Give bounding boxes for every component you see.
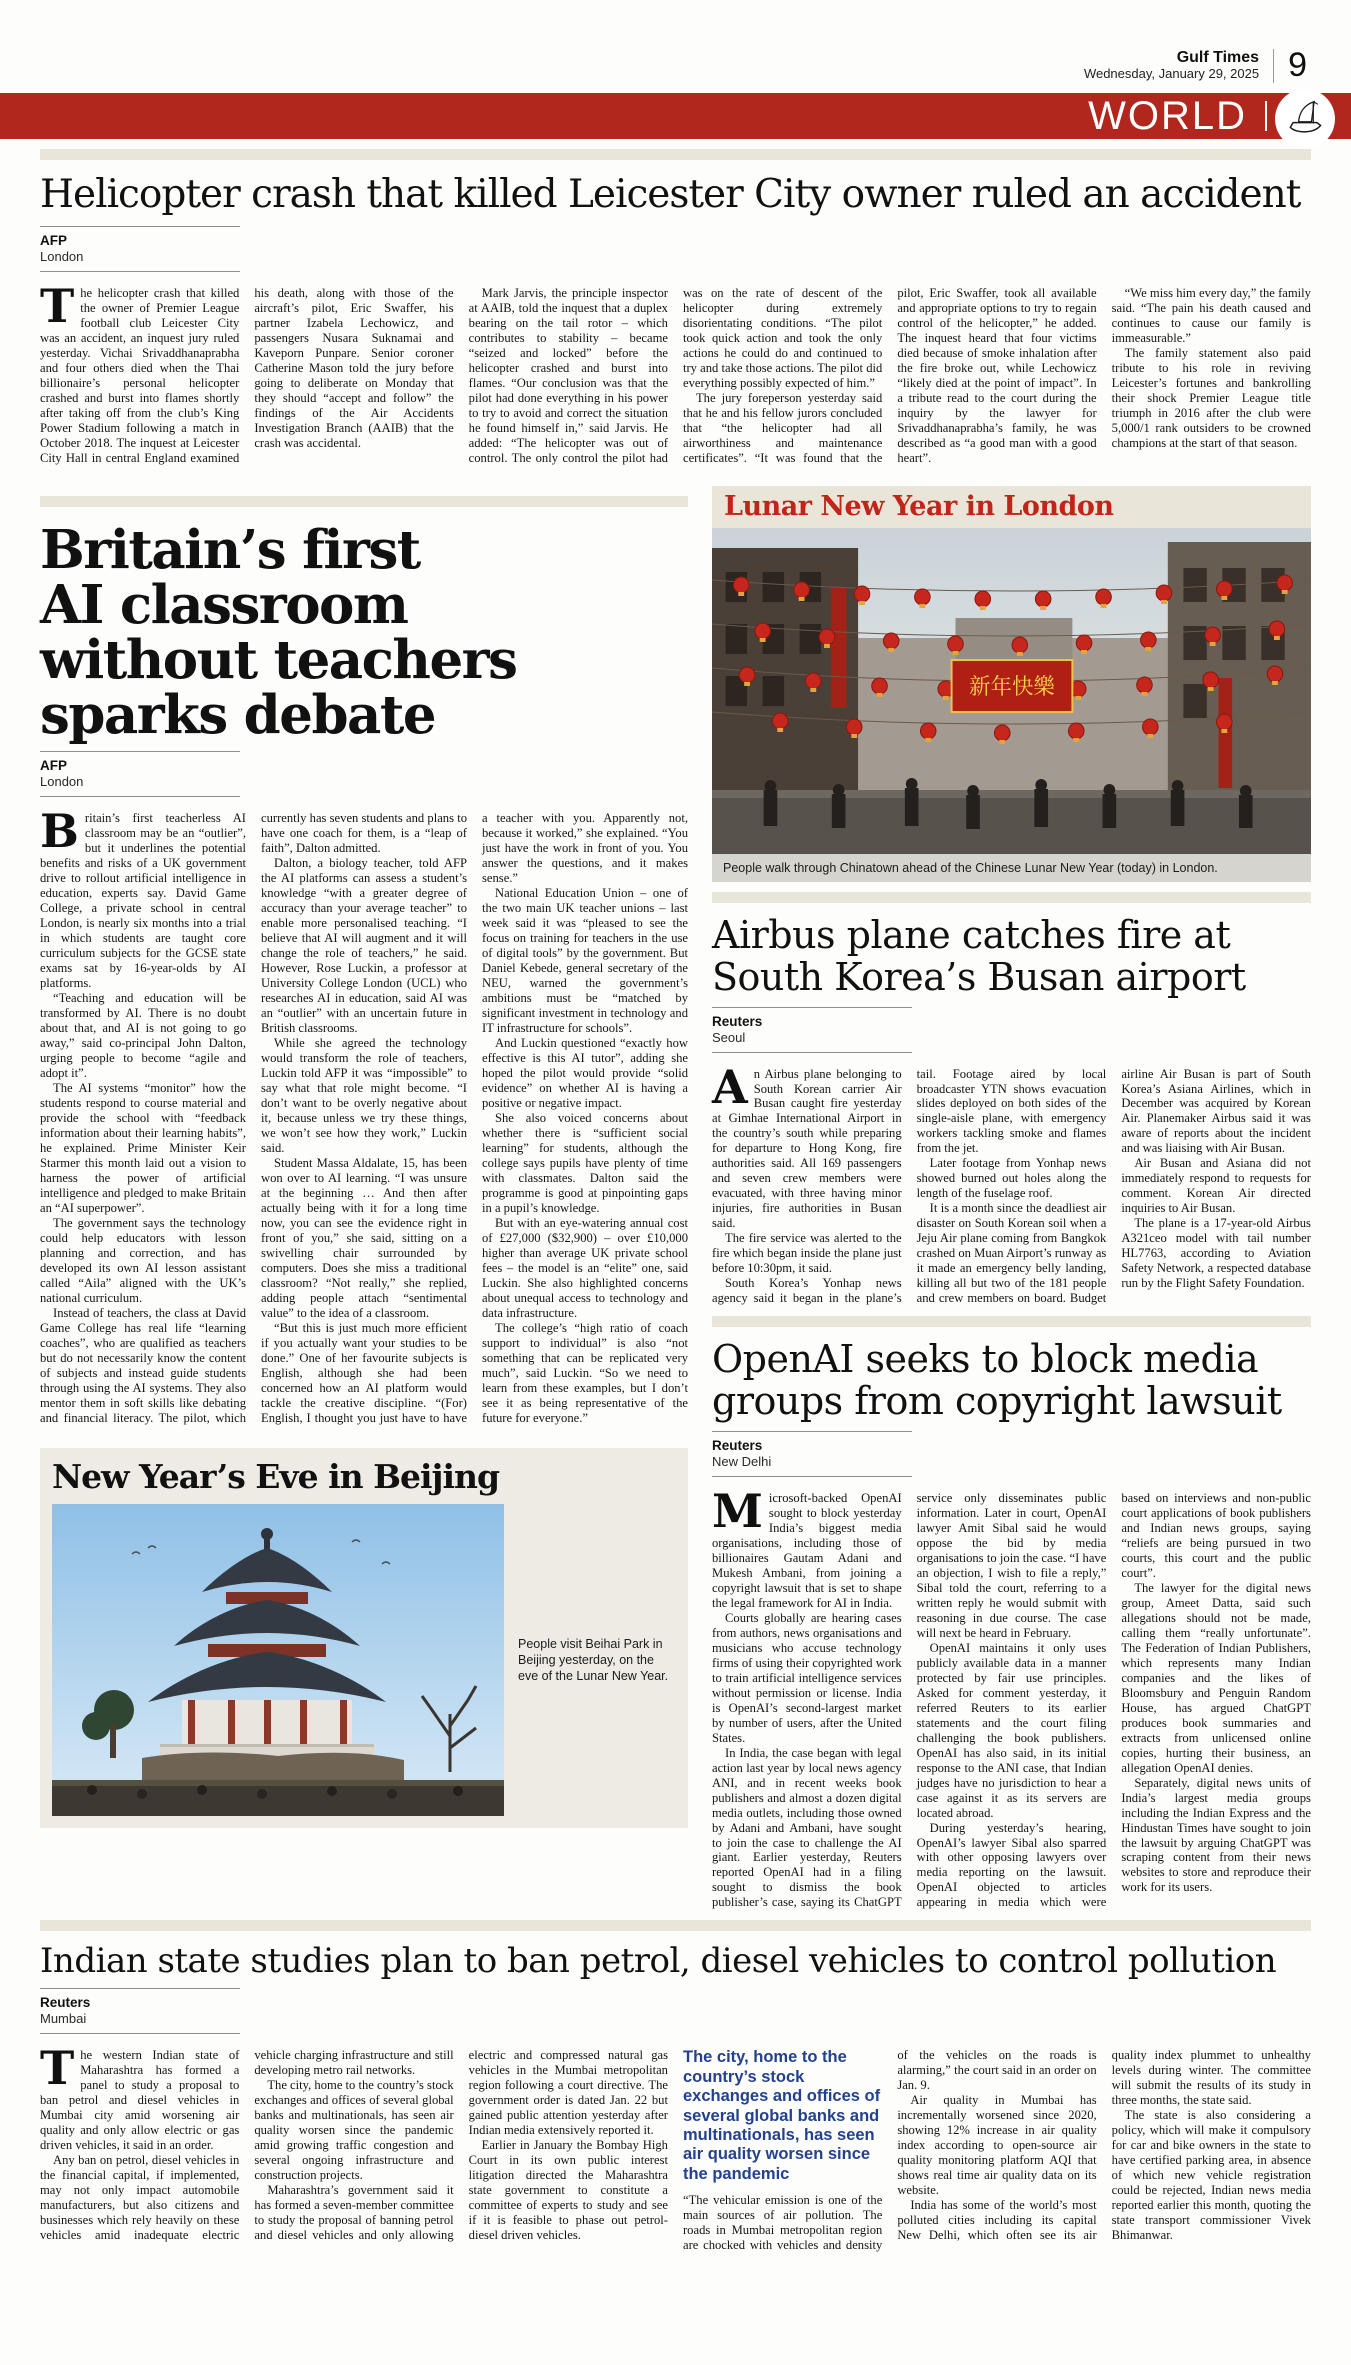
paragraph: The family statement also paid tribute to his role in reviving Leicester’s fortunes and bankrolling their shock Premier League title triumph in 2016 after the club were 5,000/1 rank outsiders to be crowned champions at the start of that season. xyxy=(1111,346,1311,450)
byline-agency: Reuters xyxy=(712,1013,763,1029)
article-body xyxy=(712,1483,1311,1911)
section-rule xyxy=(712,1316,1311,1327)
headline-line: without teachers xyxy=(40,629,517,692)
paragraph: Maharashtra’s government said it has formed a seven-member committee to study the proposal of banning petrol and diesel vehicles and only allowing electric and compressed natural gas vehicles in the Mumbai metropolitan region following a court directive. The government order is dated Jan. 22 but gained public attention yesterday after Indian media extensively reported it. xyxy=(254,2048,668,2242)
section-title: WORLD xyxy=(1088,94,1247,138)
article-ai-classroom xyxy=(40,496,688,1426)
article-body xyxy=(40,279,1311,466)
paragraph: The state is also considering a policy, which will make it compulsory for car and bike owners in the state to have certified parking area, in absence of which new vehicle registration could be rejected, Indian news media reported earlier this month, quoting the state transport commissioner Vivek Bhimanwar. xyxy=(1111,2108,1311,2242)
page-number: 9 xyxy=(1288,46,1307,84)
paragraph: Air quality in Mumbai has incrementally worsened since 2020, showing 12% increase in air quality index according to open-source air quality monitoring platform AQI that shows real time air quality data on its website. xyxy=(897,2093,1097,2197)
article-openai-lawsuit xyxy=(712,1316,1311,1910)
page-content xyxy=(0,149,1351,2253)
paragraph: Student Massa Aldalate, 15, has been won over to AI learning. “I was unsure at the beginning … And then after actually being with it for a long time now, you can see the evidence right in front of you,” she said, sitting on a swivelling chair surrounded by computers. Does she miss a traditional classroom? “Not really,” she replied, adding people attach “sentimental value” to the idea of a classroom. xyxy=(261,1156,467,1320)
paragraph: “But this is just much more efficient if you actually want your studies to be done.” One of her favourite subjects is English, although she had been concerned how an AI platform would tackle the creative discipline. “(For) English, I thought you just have to have a teacher with you. Apparently not, because it worked,” she explained. “You just have the work in front of you. You answer the questions, and it makes sense.” xyxy=(261,811,688,1425)
byline-location: London xyxy=(40,774,84,790)
lunar-sign-text: 新年快樂 xyxy=(969,674,1055,701)
paragraph: Air Busan and Asiana did not immediately respond to requests for comment. Korean Air directed inquiries to Air Busan. xyxy=(1121,1156,1311,1216)
paragraph: And Luckin questioned “exactly how effective is this AI tutor”, adding she hoped the pilot would provide “solid evidence” on whether AI is having a positive or negative impact. xyxy=(482,1036,688,1111)
byline-india xyxy=(40,1988,240,2034)
paragraph: Britain’s first teacherless AI classroom may be an “outlier”, but it underlines the potential benefits and risks of a UK government drive to rollout artificial intelligence in education, experts say. David Game College, a private school in central London, is nearly six months into a trial in which students are taught core curriculum subjects for the GCSE state exams sat by 16-year-olds by AI platforms. xyxy=(40,804,246,991)
middle-zone xyxy=(40,486,1311,1911)
headline-ai-classroom xyxy=(40,518,688,747)
headline-helicopter: Helicopter crash that killed Leicester City owner ruled an accident xyxy=(40,172,1301,217)
paragraph: An Airbus plane belonging to South Korean carrier Air Busan caught fire yesterday at Gimhae International Airport in the country’s south while preparing for departure to Hong Kong, fire authorities said. All 169 passengers and seven crew members were evacuated, with three having minor injuries, fire authorities in Busan said. xyxy=(712,1059,902,1231)
paragraph: “The vehicular emission is one of the main sources of air pollution. The roads in Mumbai metropolitan region are chocked with vehicles and density of the vehicles on the roads is alarming,” the court said in an order on Jan. 9. xyxy=(682,2048,1097,2253)
byline-openai xyxy=(712,1431,912,1477)
paragraph: It is a month since the deadliest air disaster on South Korean soil when a Jeju Air plane coming from Bangkok crashed on Muan Airport’s runway as it made an emergency belly landing, killing all but two of the 181 people and crew members on board. Budget airline Air Busan is part of South Korea’s Asiana Airlines, which in December was acquired by Korean Air. Planemaker Airbus said it was aware of reports about the incident and was liaising with Air Busan. xyxy=(916,1066,1311,1306)
headline-line: Britain’s first xyxy=(40,518,420,581)
lunar-feature-title: Lunar New Year in London xyxy=(724,490,1114,522)
byline-agency: AFP xyxy=(40,233,67,249)
byline-ai xyxy=(40,751,240,797)
beijing-feature-title: New Year’s Eve in Beijing xyxy=(52,1456,500,1496)
paragraph: The plane is a 17-year-old Airbus A321ceo model with tail number HL7763, according to Aviation Safety Network, a respected database run by the Flight Safety Foundation. xyxy=(1121,1216,1311,1291)
paragraph: The helicopter crash that killed the owner of Premier League football club Leicester City was an accident, an inquest jury ruled yesterday. Vichai Srivaddhanaprabha and four others died when the Thai billionaire’s personal helicopter crashed and burst into flames shortly after taking off from the club’s King Power Stadium following a match in October 2018. The inquest at Leicester City Hall in central England examined his death, along with those of the aircraft’s pilot, Eric Swaffer, his partner Izabela Lechowicz, and passengers Nusara Suknamai and Kaveporn Punpare. Senior coroner Catherine Mason told the jury before going to deliberate on Monday that they should “accept and follow” the findings of the Air Accidents Investigation Branch (AAIB) that the crash was accidental. xyxy=(40,279,454,465)
paragraph: She also voiced concerns about whether there is “sufficient social learning” for students, although the college says pupils have plenty of time with classmates. Dalton said the programme is good at pinpointing gaps in a pupil’s knowledge. xyxy=(482,1111,688,1215)
paragraph: The jury foreperson yesterday said that he and his fellow jurors concluded that “the helicopter had all airworthiness and maintenance certificates”. “It was found that the pilot, Eric Swaffer, took all available and appropriate options to try to regain control of the helicopter,” he added. The inquest heard that four victims died because of smoke inhalation after the fire broke out, while Lechowicz “likely died at the point of impact”. In a tribute read to the court during the inquiry by the lawyer for Srivaddhanaprabha’s family, he was described as “a good man with a good heart”. xyxy=(682,286,1097,465)
byline-airbus xyxy=(712,1007,912,1053)
byline-location: London xyxy=(40,249,84,265)
left-column xyxy=(40,486,688,1911)
article-body xyxy=(712,1059,1311,1307)
headline-line: sparks debate xyxy=(40,684,436,747)
paragraph: National Education Union – one of the two main UK teacher unions – last week said it was “pleased to see the focus on training for teachers in the use of digital tools” by the government. But Daniel Kebede, general secretary of the NEU, warned the government’s ambitions must be “matched by significant investment in technology and IT infrastructure for schools”. xyxy=(482,886,688,1036)
paper-date: Wednesday, January 29, 2025 xyxy=(1083,66,1260,82)
article-body xyxy=(40,2041,1311,2253)
photo-feature-lunar-london xyxy=(712,486,1311,882)
section-rule xyxy=(712,892,1311,903)
header-divider xyxy=(1273,49,1274,83)
article-helicopter-crash xyxy=(40,149,1311,466)
paragraph: South Korea’s Yonhap news agency said it began in the plane’s tail. Footage aired by local broadcaster YTN shows evacuation slides deployed on both sides of the single-aisle plane, with emergency workers tackling smoke and flames from the jet. xyxy=(712,1066,1107,1306)
pull-quote: The city, home to the country’s stock exchanges and offices of several global banks and multinationals, has seen air quality worsen since the pandemic xyxy=(682,2048,881,2183)
headline-line: groups from copyright lawsuit xyxy=(712,1379,1282,1424)
section-rule xyxy=(40,496,688,507)
paragraph: In India, the case began with legal action last year by local news agency ANI, and in recent weeks book publishers and almost a dozen digital media outlets, including those owned by Adani and Ambani, have sought to join the case to challenge the AI giant. Earlier yesterday, Reuters reported OpenAI had in a filing sought to dismiss the book publisher’s case, saying its ChatGPT service only disseminates public information. Later in court, OpenAI lawyer Amit Sibal said he would oppose the bid by media organisations to join the case. “I have an objection, I wish to file a reply,” Sibal told the court, referring to a written reply he would submit with reasoning in due course. The case will next be heard in February. xyxy=(712,1490,1107,1910)
paragraph: The western Indian state of Maharashtra has formed a panel to study a proposal to ban petrol and diesel vehicles in Mumbai city amid worsening air quality and only allow electric or gas driven vehicles, it said in an order. xyxy=(40,2041,240,2153)
paragraph: The government says the technology could help educators with lesson planning and correction, and has developed its own AI lesson assistant called “Aila” aligned with the UK’s national curriculum. xyxy=(40,1215,246,1305)
paragraph: OpenAI maintains it only uses publicly available data in a manner protected by fair use principles. Asked for comment yesterday, it referred Reuters to its earlier statements and the court filing challenging the book publishers. OpenAI has also said, in its initial response to the ANI case, that Indian judges have no jurisdiction to hear a case against it as its servers are located abroad. xyxy=(916,1640,1107,1820)
headline-line: Airbus plane catches fire at xyxy=(712,912,1231,957)
section-rule xyxy=(40,149,1311,160)
headline-india: Indian state studies plan to ban petrol, diesel vehicles to control pollution xyxy=(40,1941,1277,1982)
paragraph: While she agreed the technology would transform the role of teachers, Luckin told AFP it was “impossible” to say what that role might become. “I don’t want to be overly negative about it, because unless we try these things, we won’t see how they work,” Luckin said. xyxy=(261,1036,467,1156)
byline-agency: Reuters xyxy=(712,1437,763,1453)
paper-meta xyxy=(1084,49,1259,82)
paragraph: During yesterday’s hearing, OpenAI’s lawyer Sibal also sparred with other opposing lawyers over media reporting on the lawsuit. OpenAI objected to articles appearing in media which were based on interviews and non-public court applications of book publishers and Indian news groups, saying “reliefs are being pursued in two courts, this court and the public court”. xyxy=(916,1490,1311,1910)
byline-agency: AFP xyxy=(40,758,67,774)
headline-airbus xyxy=(712,912,1311,999)
byline-location: Mumbai xyxy=(40,2011,87,2027)
beijing-park-photo xyxy=(52,1504,504,1816)
article-body xyxy=(40,804,688,1425)
photo-feature-beijing xyxy=(40,1448,688,1829)
paragraph: Microsoft-backed OpenAI sought to block yesterday India’s biggest media organisations, including those of billionaires Gautam Adani and Mukesh Ambani, from joining a copyright lawsuit that is set to shape the legal framework for AI in India. xyxy=(712,1483,902,1610)
section-rule xyxy=(40,1920,1311,1931)
right-column xyxy=(712,486,1311,1911)
byline-agency: Reuters xyxy=(40,1995,91,2011)
dhow-boat-icon xyxy=(1277,91,1333,147)
paragraph: “Teaching and education will be transformed by AI. There is no doubt about that, and AI is not going to go away,” said co-principal John Dalton, urging people to become “agile and adopt it”. xyxy=(40,991,246,1081)
headline-line: South Korea’s Busan airport xyxy=(712,954,1246,999)
paragraph: Dalton, a biology teacher, told AFP the AI platforms can assess a student’s knowledge “with a greater degree of accuracy than your average teacher” to enable more personalised teaching. “I believe that AI will augment and it will change the role of teachers,” he said. However, Rose Luckin, a professor at University College London (UCL) who researches AI in education, said AI was an “outlier” with an uncertain future in British classrooms. xyxy=(261,856,467,1036)
paragraph: Courts globally are hearing cases from authors, news organisations and musicians who accuse technology firms of using their copyrighted work to train artificial intelligence services without permission or license. India is OpenAI’s second-largest market by number of users, after the United States. xyxy=(712,1610,902,1745)
beijing-photo-row xyxy=(52,1504,676,1816)
beijing-photo-caption: People visit Beihai Park in Beijing yesterday, on the eve of the Lunar New Year. xyxy=(518,1636,669,1684)
paragraph: Mark Jarvis, the principle inspector at AAIB, told the inquest that a duplex bearing on the tail rotor – which contributes to stability – became “seized and locked” before the helicopter crashed and burst into flames. “Our conclusion was that the pilot had done everything in his power to try to avoid and correct the situation he found himself in,” said Jarvis. He added: “The helicopter was out of control. The only control the pilot had was on the rate of descent of the helicopter during extremely disorientating conditions. “The pilot took quick action and took the only actions he could do and continued to try and take those actions. The pilot did everything possibly expected of him.” xyxy=(468,286,883,465)
lunar-title-bar xyxy=(712,486,1311,528)
paragraph: The lawyer for the digital news group, Ameet Datta, said such allegations should not be made, calling them “really unfortunate”. The Federation of Indian Publishers, which represents many Indian companies and the likes of Bloomsbury and Penguin Random House, has argued ChatGPT produces book summaries and extracts from unlicensed online copies, hurting their business, an allegation OpenAI denies. xyxy=(1121,1580,1311,1775)
article-india-pollution xyxy=(40,1920,1311,2253)
paragraph: Instead of teachers, the class at David Game College has real life “learning coaches”, who are qualified as teachers but do not necessarily know the content of subjects and instead guide students through using the AI systems. They also mentor them in soft skills like debating and financial literacy. The pilot, which currently has seven students and plans to have one coach for them, is a “leap of faith”, Dalton admitted. xyxy=(40,811,467,1425)
headline-line: AI classroom xyxy=(40,574,408,637)
paragraph: The college’s “high ratio of coach support to individual” is also “not something that can be replicated very much”, said Luckin. “So we need to learn from these examples, but I don’t see it as being representative of the future for everyone.” xyxy=(482,1320,688,1425)
section-banner xyxy=(0,93,1351,139)
paragraph: But with an eye-watering annual cost of £27,000 ($32,900) – over £10,000 higher than average UK private school fees – the model is an “elite” one, said Luckin. She also highlighted concerns about unequal access to technology and data infrastructure. xyxy=(482,1215,688,1320)
headline-openai xyxy=(712,1339,1311,1423)
paragraph: Any ban on petrol, diesel vehicles in the financial capital, if implemented, may not only impact automobile manufacturers, but also citizens and businesses which rely heavily on these vehicles amid inadequate electric vehicle charging infrastructure and still developing metro rail networks. xyxy=(40,2048,454,2242)
paragraph: The fire service was alerted to the fire which began inside the plane just before 10:30pm, it said. xyxy=(712,1231,902,1276)
paragraph: The AI systems “monitor” how the students respond to course material and provide the school with “feedback information about their learning habits”, he explained. Prime Minister Keir Starmer this month laid out a vision to harness the power of artificial intelligence and pledged to make Britain an “AI superpower”. xyxy=(40,1081,246,1215)
page-header xyxy=(0,0,1351,93)
paragraph: Separately, digital news units of India’s largest media groups including the Indian Express and the Hindustan Times have sought to join the lawsuit by arguing ChatGPT was scraping content from their news websites to store and reproduce their work for its users. xyxy=(1121,1775,1311,1895)
dhow-boat-illustration xyxy=(1283,97,1327,141)
paragraph: “We miss him every day,” the family said. “The pain his death caused and continues to cause our family is immeasurable.” xyxy=(1111,286,1311,346)
byline-location: Seoul xyxy=(712,1029,746,1045)
byline-location: New Delhi xyxy=(712,1453,772,1469)
chinatown-photo xyxy=(712,528,1311,854)
paragraph: Later footage from Yonhap news showed burned out holes along the length of the fuselage roof. xyxy=(916,1156,1107,1201)
paragraph: The city, home to the country’s stock exchanges and offices of several global banks and multinationals, has seen air quality worsen since the pandemic amid growing traffic congestion and several ongoing infrastructure and construction projects. xyxy=(254,2078,454,2183)
paper-name: Gulf Times xyxy=(1176,48,1260,66)
banner-divider xyxy=(1265,101,1267,131)
paragraph: Earlier in January the Bombay High Court in its own public interest litigation directed the Maharashtra state government to constitute a committee of experts to study and see if it is feasible to phase out petrol-diesel driven vehicles. xyxy=(468,2138,668,2242)
article-airbus-fire xyxy=(712,892,1311,1306)
headline-line: OpenAI seeks to block media xyxy=(712,1337,1259,1382)
lunar-photo-caption: People walk through Chinatown ahead of the Chinese Lunar New Year (today) in London. xyxy=(712,854,1311,882)
paragraph: India has some of the world’s most polluted cities including its capital New Delhi, which often see its air quality index plummet to unhealthy levels during winter. The committee will submit the results of its study in three months, the state said. xyxy=(897,2048,1311,2242)
byline-helicopter xyxy=(40,226,240,272)
